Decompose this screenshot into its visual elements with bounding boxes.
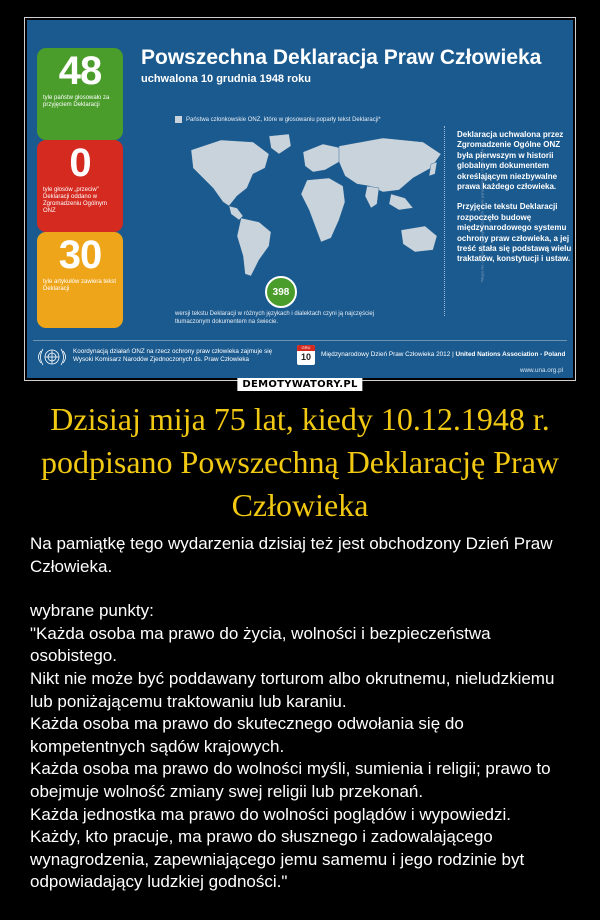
map-north-america: [191, 140, 269, 206]
legend-swatch: [175, 116, 182, 123]
map-india: [365, 186, 379, 208]
description-points: "Każda osoba ma prawo do życia, wolności i bezpieczeństwa osobistego. Nikt nie może być poddawany torturom albo okrutnemu, nieludzkiemu lub poniżającemu traktowaniu lub karaniu. Każda osoba ma prawo do skutecznego odwołania się do kompetentnych sądów krajowych. Każda osoba ma prawo do wolności myśli, sumienia i religii; prawo to obejmuje wolność zmiany swej religii lub przekonań. Każda jednostka ma prawo do wolności poglądów i wypowiedzi. Każdy, kto pracuje, ma prawo do słusznego i zadowalającego wynagrodzenia, zapewniającego jemu samemu i jego rodzinie byt odpowiadający ludzkiej godności.": [30, 623, 555, 892]
description-intro: Na pamiątkę tego wydarzenia dzisiaj też jest obchodzony Dzień Praw Człowieka.: [30, 534, 553, 576]
description-points-header: wybrane punkty:: [30, 601, 154, 621]
calendar-day: 10: [300, 352, 311, 362]
map-south-america: [237, 218, 271, 276]
calendar-icon: [297, 345, 315, 365]
footer-event-prefix: Międzynarodowy Dzień Praw Człowieka 2012 |: [321, 351, 456, 358]
side-paragraph: Deklaracja uchwalona przez Zgromadzenie Ogólne ONZ była pierwszym w historii globalnym dokumentem określającym niezbywalne prawa każdego człowieka.: [457, 130, 564, 192]
badge-number: 0: [69, 141, 91, 185]
map-greenland: [269, 134, 291, 154]
badge-text: tyle artykułów zawiera tekst Deklaracji: [43, 279, 117, 292]
map-legend: [175, 116, 381, 123]
map-asia: [339, 138, 441, 192]
map-footnote: *Mapa nie odzwierciedla współczesnych granic państwowych i nazw krajów: [479, 148, 485, 283]
side-text: [457, 130, 573, 275]
translations-count-badge: 398: [265, 276, 297, 308]
map-europe: [303, 144, 341, 172]
un-logo-icon: [35, 345, 69, 369]
footer-event: [321, 351, 565, 358]
badge-articles: [37, 232, 123, 328]
badge-text: tyle państw głosowało za przyjęciem Deklaracji: [43, 95, 110, 108]
badge-text: tyle głosów „przeciw" Deklaracji oddano w Zgromadzeniu Ogólnym ONZ: [43, 187, 108, 214]
translations-note: wersji tekstu Deklaracji w różnych językach i dialektach czyni ją najczęściej tłumaczonym dokumentem na świecie.: [175, 311, 375, 325]
map-southeast-asia: [389, 194, 413, 210]
description: [30, 533, 575, 894]
footer-ohchr-note: Koordynacją działań ONZ na rzecz ochrony praw człowieka zajmuje się Wysoki Komisarz Narodów Zjednoczonych ds. Praw Człowieka: [73, 348, 273, 363]
poster-frame: [24, 17, 576, 381]
infographic-poster: [27, 20, 573, 378]
map-australia: [401, 226, 437, 252]
badge-votes-for: [37, 48, 123, 140]
badge-number: 30: [58, 233, 102, 277]
side-paragraph: Przyjęcie tekstu Deklaracji rozpoczęło budowę międzynarodowego systemu ochrony praw człowieka, a jej treść stała się podstawą wielu traktatów, konstytucji i ustaw.: [457, 202, 572, 264]
headline: Dzisiaj mija 75 lat, kiedy 10.12.1948 r. podpisano Powszechną Deklarację Praw Człowieka: [40, 401, 560, 523]
footer-divider: [33, 340, 567, 341]
legend-text: Państwa członkowskie ONZ, które w głosowaniu poparły tekst Deklaracji*: [186, 116, 381, 123]
poster-subtitle: uchwalona 10 grudnia 1948 roku: [141, 73, 311, 85]
footer-organization: United Nations Association - Poland: [455, 351, 566, 358]
world-map: [173, 128, 455, 288]
map-africa: [301, 178, 345, 242]
badge-number: 48: [58, 49, 102, 93]
watermark: DEMOTYWATORY.PL: [237, 378, 362, 391]
dotted-divider: [444, 126, 445, 316]
calendar-month: GRU: [297, 345, 315, 351]
poster-title: Powszechna Deklaracja Praw Człowieka: [141, 46, 542, 69]
footer-url: www.una.org.pl: [519, 367, 563, 374]
badge-votes-against: [37, 140, 123, 232]
